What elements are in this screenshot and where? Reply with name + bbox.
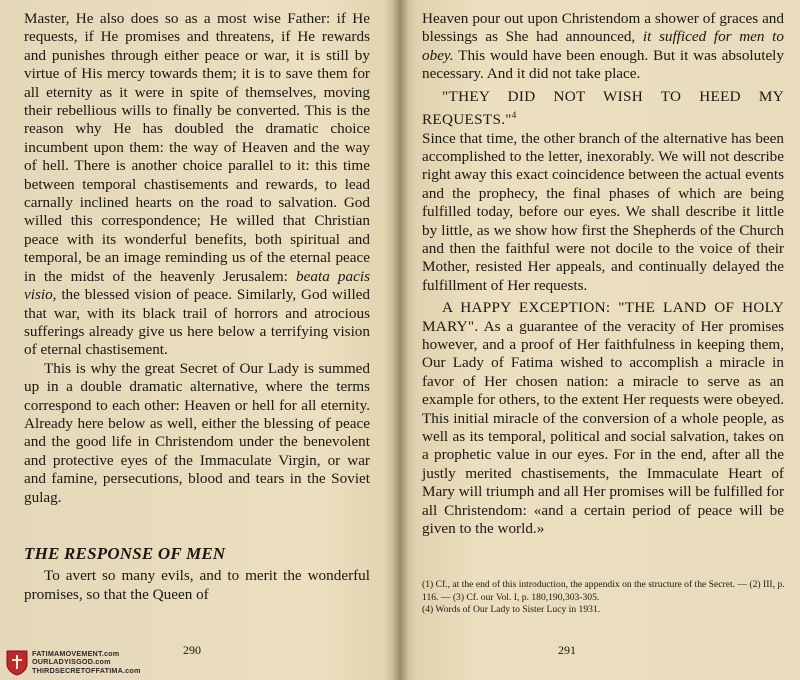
watermark-line-2: OURLADYISGOD.com <box>32 657 111 667</box>
right-heading-1: "THEY DID NOT WISH TO HEED MY REQUESTS."$^4$ <box>422 87 784 129</box>
right-page <box>400 0 800 680</box>
footnote-2: (4) Words of Our Lady to Sister Lucy in 1931. <box>422 604 601 615</box>
fatima-shield-icon <box>6 650 28 676</box>
right-paragraph-2: Since that time, the other branch of the alternative has been accomplished to the letter, inexorably. We will not describe right away this exact coincidence between the actual events and the prophecy, the final phases of which are being fulfilled today, before our eyes. We shall describe it little by little, as we show how first the Shepherds of the Church and then the faithful were not docile to the voice of their Mother, resisted Her appeals, and continually delayed the fulfillment of Her requests. <box>422 129 784 294</box>
left-page-text <box>24 10 370 604</box>
page-number-left: 290 <box>183 643 201 657</box>
footnote-1: (1) Cf., at the end of this introduction, the appendix on the structure of the Secret. — (2) III, p. 116. — (3) Cf. our Vol. I, p. 180,190,303-305. <box>422 579 785 603</box>
left-paragraph-1: Master, He also does so as a most wise Father: if He requests, if He promises and threatens, if He rewards and punishes through either peace or war, it is still by virtue of His mercy towards them; it is to save them for all eternity as it were in spite of themselves, moving their rebellious wills to finally be converted. This is the reason why He has doubled the dramatic choice incumbent upon them: the way of Heaven and the way of hell. There is another choice parallel to it: this time between temporal chastisements and rewards, to lead carnally inclined hearts on the road to salvation. God willed this correspondence; He willed that Christian peace with its wonderful benefits, both spiritual and temporal, be an image reminding us of the eternal peace in the midst of the heavenly Jerusalem: beata pacis visio, the blessed vision of peace. Similarly, God willed that war, with its black trail of horrors and atrocious sufferings already give us here below a terrifying vision of eternal chastisement. <box>24 10 370 359</box>
right-paragraph-1: Heaven pour out upon Christendom a shower of graces and blessings as She had announced, it sufficed for men to obey. This would have been enough. But it was absolutely necessary. And it did not take place. <box>422 10 784 83</box>
italic-phrase: it sufficed for men to obey. <box>422 28 784 64</box>
footnote-ref-4: 4 <box>511 110 517 121</box>
right-page-text <box>422 10 784 538</box>
site-watermark <box>2 648 212 678</box>
watermark-line-1: FATIMAMOVEMENT.com <box>32 649 120 658</box>
latin-phrase: beata pacis visio, <box>24 267 370 304</box>
page-number-right: 291 <box>558 643 576 657</box>
section-title: THE RESPONSE OF MEN <box>24 543 226 563</box>
right-paragraph-3: A HAPPY EXCEPTION: "THE LAND OF HOLY MARY". As a guarantee of the veracity of Her promises however, and a proof of Her faithfulness in keeping them, Our Lady of Fatima wished to accomplish a miracle in favor of Her chosen nation: a miracle to serve as an example for others, to the extent Her requests were obeyed. This initial miracle of the conversion of a whole people, as well as its temporal, political and social salvation, takes on a prophetic value in our eyes. For in the end, after all the justly merited chastisements, the Immaculate Heart of Mary will triumph and all Her promises will be fulfilled for all Christendom: «and a certain period of peace will be given to the world.» <box>422 299 784 538</box>
right-heading-2: A HAPPY EXCEPTION: "THE LAND OF HOLY MARY". <box>422 299 784 335</box>
left-paragraph-2: This is why the great Secret of Our Lady is summed up in a double dramatic alternative, where the terms correspond to each other: Heaven or hell for all eternity. Already here below as well, either the blessing of peace and the good life in Christendom under the benevolent and protective eyes of the Immaculate Virgin, or war and famine, persecutions, blood and tears in the Soviet gulag. <box>24 359 370 506</box>
left-paragraph-3: To avert so many evils, and to merit the wonderful promises, so that the Queen of <box>24 567 370 603</box>
watermark-line-3: THIRDSECRETOFFATIMA.com <box>32 665 141 675</box>
footnotes <box>422 579 786 617</box>
